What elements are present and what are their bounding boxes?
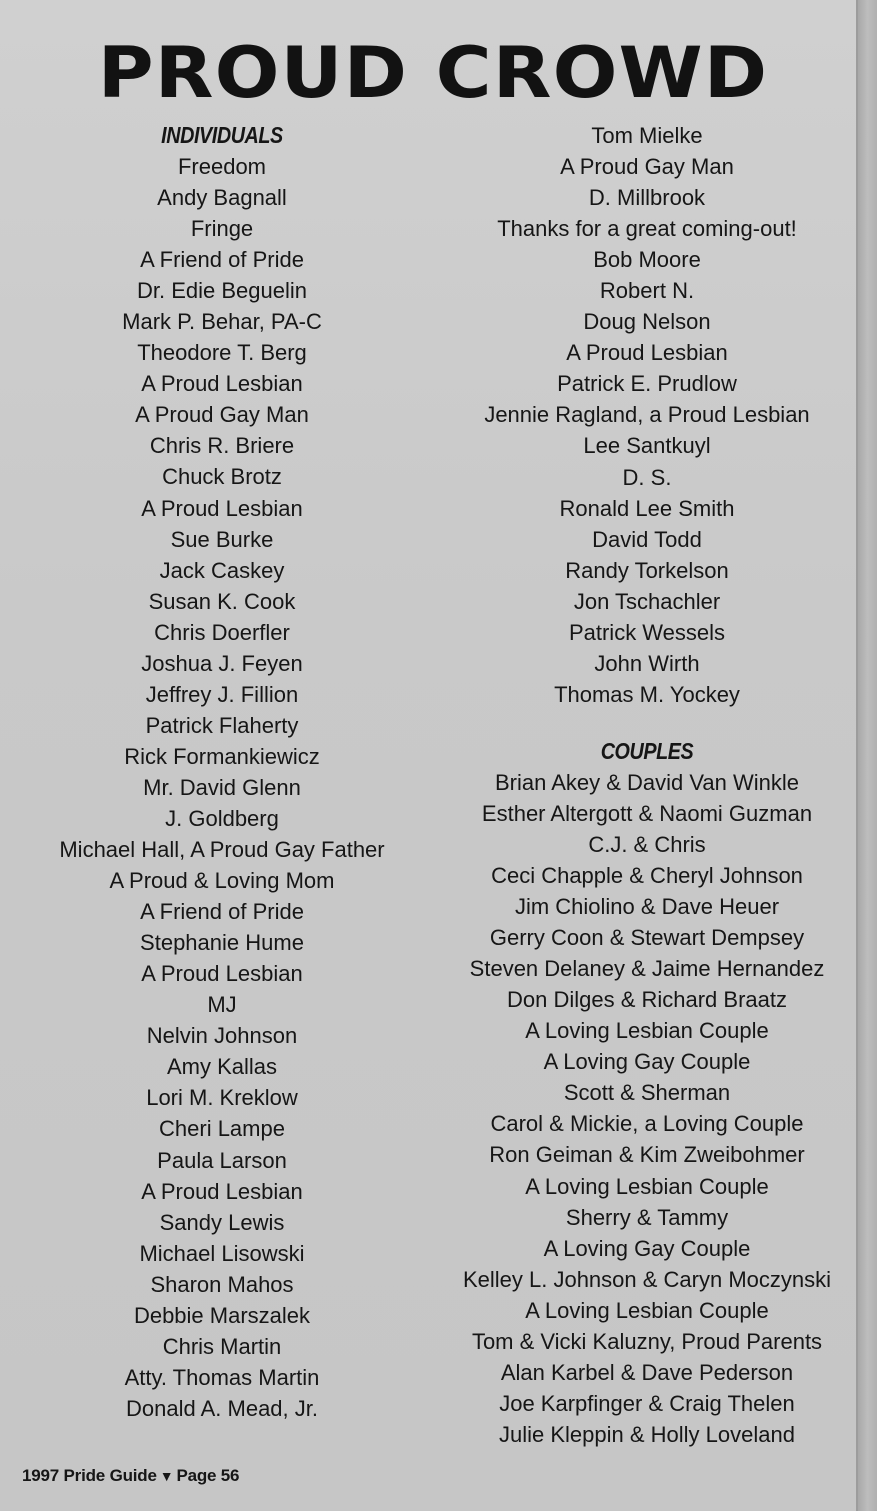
individual-name: Patrick Flaherty [145,712,299,738]
individual-name: Rick Formankiewicz [124,743,320,769]
couple-name: A Loving Gay Couple [543,1235,751,1261]
individual-name: Sandy Lewis [159,1209,285,1235]
individual-name: A Friend of Pride [140,899,304,925]
individual-name: A Friend of Pride [140,247,304,273]
triangle-down-icon: ▼ [159,1468,174,1484]
individual-name: Lori M. Kreklow [146,1085,298,1111]
couple-name: Steven Delaney & Jaime Hernandez [469,956,825,982]
couple-name: Tom & Vicki Kaluzny, Proud Parents [471,1328,823,1354]
individual-name: A Proud Lesbian [141,961,303,987]
individual-name: A Proud & Loving Mom [109,868,335,894]
couple-name: Julie Kleppin & Holly Loveland [499,1421,795,1447]
couple-name: A Loving Lesbian Couple [525,1173,769,1199]
couple-name: Brian Akey & David Van Winkle [494,769,800,795]
publication-name: 1997 Pride Guide [22,1466,157,1485]
individual-name: Susan K. Cook [148,588,296,614]
individual-name: Jon Tschachler [573,588,721,614]
individual-name: Joshua J. Feyen [141,650,303,676]
individual-name: D. Millbrook [588,185,706,211]
individual-name: MJ [207,992,237,1018]
individual-name: Andy Bagnall [157,185,287,211]
individual-name: A Proud Lesbian [141,495,303,521]
individual-name: Chris R. Briere [149,433,295,459]
couple-name: Scott & Sherman [563,1080,731,1106]
individual-name: Freedom [177,154,267,179]
couple-name: Alan Karbel & Dave Pederson [500,1359,794,1385]
couple-name: A Loving Lesbian Couple [525,1297,769,1323]
couple-name: Sherry & Tammy [565,1204,729,1230]
individual-name: Jack Caskey [159,557,285,583]
page-title: PROUD CROWD [97,32,769,114]
individual-name: Thomas M. Yockey [554,681,740,707]
couple-name: C.J. & Chris [588,831,706,857]
individual-name: Fringe [190,216,254,242]
individual-name: A Proud Lesbian [141,371,303,397]
individual-name: Doug Nelson [583,309,711,335]
couple-name: Kelley L. Johnson & Caryn Moczynski [462,1266,832,1292]
couples-heading: COUPLES [600,737,694,764]
individual-name: Thanks for a great coming-out! [497,216,797,242]
individual-name: Ronald Lee Smith [559,495,735,521]
individual-name: Sue Burke [170,526,274,552]
individual-name: Amy Kallas [166,1054,278,1080]
individual-name: Michael Lisowski [139,1240,305,1266]
individual-name: Nelvin Johnson [146,1023,298,1049]
individual-name: Lee Santkuyl [583,433,711,459]
section-spacer [447,710,847,736]
couple-name: Carol & Mickie, a Loving Couple [490,1111,804,1137]
individual-name: David Todd [592,526,702,552]
individual-name: A Proud Gay Man [560,154,734,180]
couple-name: Jim Chiolino & Dave Heuer [514,894,780,920]
page-number: Page 56 [176,1466,240,1485]
individual-name: Jeffrey J. Fillion [145,681,299,707]
couple-name: Ceci Chapple & Cheryl Johnson [491,863,803,889]
individual-name: Chuck Brotz [162,464,282,490]
individual-name: Debbie Marszalek [133,1302,311,1328]
couple-name: A Loving Lesbian Couple [525,1018,769,1044]
individual-name: Atty. Thomas Martin [124,1364,320,1390]
couple-name: Don Dilges & Richard Braatz [506,987,787,1013]
individual-name: Stephanie Hume [140,930,304,956]
individual-name: Chris Doerfler [154,619,290,645]
individuals-column-right [447,120,847,1450]
couple-name: A Loving Gay Couple [543,1049,751,1075]
individual-name: Robert N. [599,278,695,304]
individual-name: Theodore T. Berg [137,340,307,366]
couple-name: Joe Karpfinger & Craig Thelen [499,1390,795,1416]
individual-name: D. S. [622,464,672,490]
couple-name: Gerry Coon & Stewart Dempsey [489,925,805,951]
adjacent-page-edge [858,0,877,1511]
individual-name: Patrick E. Prudlow [557,371,737,397]
individual-name: Sharon Mahos [150,1271,294,1297]
individuals-heading: INDIVIDUALS [161,122,283,148]
individuals-column-left [22,120,422,1424]
individual-name: Tom Mielke [591,123,703,148]
individual-name: A Proud Gay Man [135,402,309,428]
individual-name: Randy Torkelson [565,557,729,583]
individual-name: Chris Martin [162,1333,282,1359]
individual-name: Michael Hall, A Proud Gay Father [59,837,385,863]
individual-name: Jennie Ragland, a Proud Lesbian [484,402,810,428]
individual-name: Donald A. Mead, Jr. [126,1395,318,1421]
individual-name: John Wirth [594,650,700,676]
individual-name: Paula Larson [157,1147,287,1173]
page-footer [22,1466,239,1486]
individual-name: Cheri Lampe [159,1116,285,1142]
couple-name: Ron Geiman & Kim Zweibohmer [489,1142,805,1168]
individual-name: Mark P. Behar, PA-C [122,309,322,335]
individual-name: Mr. David Glenn [143,774,301,800]
individual-name: Patrick Wessels [568,619,726,645]
individual-name: A Proud Lesbian [141,1178,303,1204]
individual-name: A Proud Lesbian [566,340,728,366]
couple-name: Esther Altergott & Naomi Guzman [481,800,813,826]
individual-name: J. Goldberg [165,805,279,831]
individual-name: Dr. Edie Beguelin [137,278,307,304]
individual-name: Bob Moore [593,247,701,273]
